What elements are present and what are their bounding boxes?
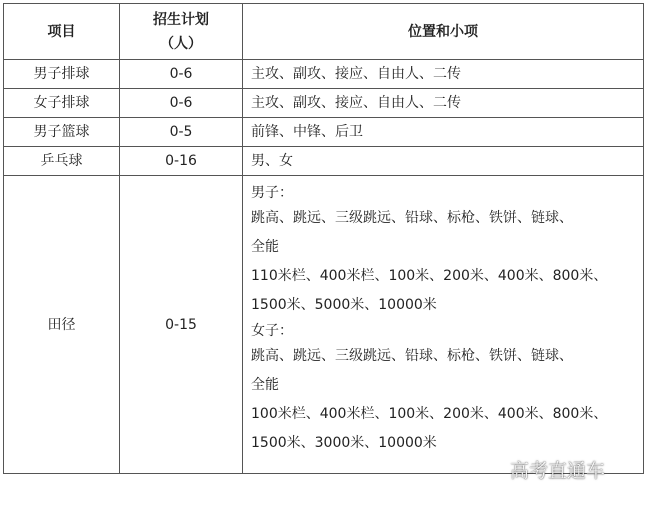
- plan-cell: 0-16: [120, 147, 243, 176]
- header-detail: 位置和小项: [243, 4, 644, 60]
- track-line: 1500米、5000米、10000米: [251, 297, 437, 313]
- header-plan-line1: 招生计划: [153, 11, 209, 28]
- track-line: 男子：: [251, 185, 293, 201]
- detail-cell: 主攻、副攻、接应、自由人、二传: [243, 89, 644, 118]
- table-row: [4, 89, 644, 118]
- sport-cell: 男子篮球: [4, 118, 120, 147]
- table-row: [4, 147, 644, 176]
- track-line: 110米栏、400米栏、100米、200米、400米、800米、: [251, 268, 608, 284]
- header-row: [4, 4, 644, 60]
- track-line: 全能: [251, 377, 279, 393]
- sport-cell: 田径: [4, 176, 120, 474]
- enrollment-table: [3, 3, 644, 474]
- sport-cell: 男子排球: [4, 60, 120, 89]
- track-detail-cell: [243, 176, 644, 474]
- detail-cell: 主攻、副攻、接应、自由人、二传: [243, 60, 644, 89]
- table-row: [4, 60, 644, 89]
- header-plan-line2: （人）: [160, 35, 202, 52]
- detail-cell: 男、女: [243, 147, 644, 176]
- track-line: 1500米、3000米、10000米: [251, 435, 437, 451]
- watermark: 高考直通车: [510, 460, 606, 482]
- track-line: 全能: [251, 239, 279, 255]
- detail-cell: 前锋、中锋、后卫: [243, 118, 644, 147]
- track-line: 跳高、跳远、三级跳远、铅球、标枪、铁饼、链球、: [251, 210, 573, 226]
- header-sport: 项目: [4, 4, 120, 60]
- plan-cell: 0-5: [120, 118, 243, 147]
- track-line: 100米栏、400米栏、100米、200米、400米、800米、: [251, 406, 608, 422]
- plan-cell: 0-6: [120, 89, 243, 118]
- header-plan: [120, 4, 243, 60]
- track-line: 女子：: [251, 323, 293, 339]
- sport-cell: 女子排球: [4, 89, 120, 118]
- plan-cell: 0-15: [120, 176, 243, 474]
- table-row-track: [4, 176, 644, 474]
- track-line: 跳高、跳远、三级跳远、铅球、标枪、铁饼、链球、: [251, 348, 573, 364]
- table-row: [4, 118, 644, 147]
- plan-cell: 0-6: [120, 60, 243, 89]
- sport-cell: 乒乓球: [4, 147, 120, 176]
